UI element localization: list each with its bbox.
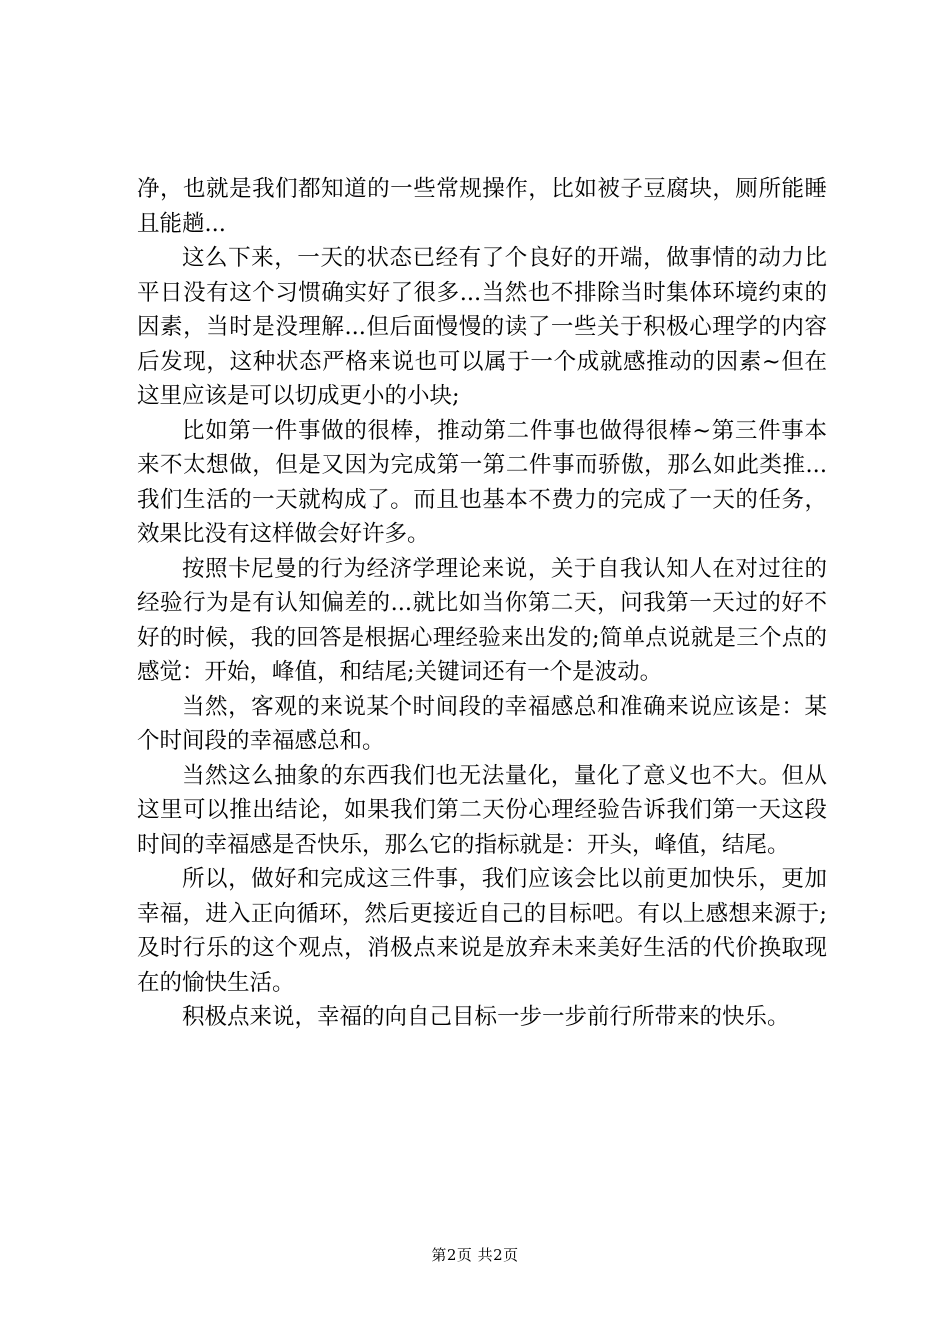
document-body <box>137 172 827 1035</box>
paragraph: 当然，客观的来说某个时间段的幸福感总和准确来说应该是：某个时间段的幸福感总和。 <box>137 693 827 754</box>
paragraph-continuation: 净，也就是我们都知道的一些常规操作，比如被子豆腐块，厕所能睡且能趟... <box>137 176 827 237</box>
paragraph: 积极点来说，幸福的向自己目标一步一步前行所带来的快乐。 <box>182 1004 790 1030</box>
paragraph: 当然这么抽象的东西我们也无法量化，量化了意义也不大。但从这里可以推出结论，如果我们第二天份心理经验告诉我们第一天这段时间的幸福感是否快乐，那么它的指标就是：开头，峰值，结尾。 <box>137 762 827 858</box>
paragraph: 这么下来，一天的状态已经有了个良好的开端，做事情的动力比平日没有这个习惯确实好了很多...当然也不排除当时集体环境约束的因素，当时是没理解...但后面慢慢的读了一些关于积极心理学的内容后发现，这种状态严格来说也可以属于一个成就感推动的因素~但在这里应该是可以切成更小的小块; <box>137 245 827 409</box>
paragraph: 按照卡尼曼的行为经济学理论来说，关于自我认知人在对过往的经验行为是有认知偏差的...就比如当你第二天，问我第一天过的好不好的时候，我的回答是根据心理经验来出发的;简单点说就是三个点的感觉：开始，峰值，和结尾;关键词还有一个是波动。 <box>137 555 827 685</box>
page-footer: 第2页 共2页 <box>431 1246 519 1264</box>
paragraph: 所以，做好和完成这三件事，我们应该会比以前更加快乐，更加幸福，进入正向循环，然后更接近自己的目标吧。有以上感想来源于;及时行乐的这个观点，消极点来说是放弃未来美好生活的代价换取现在的愉快生活。 <box>137 866 827 996</box>
paragraph: 比如第一件事做的很棒，推动第二件事也做得很棒~第三件事本来不太想做，但是又因为完成第一第二件事而骄傲，那么如此类推...我们生活的一天就构成了。而且也基本不费力的完成了一天的任务，效果比没有这样做会好许多。 <box>137 417 827 547</box>
